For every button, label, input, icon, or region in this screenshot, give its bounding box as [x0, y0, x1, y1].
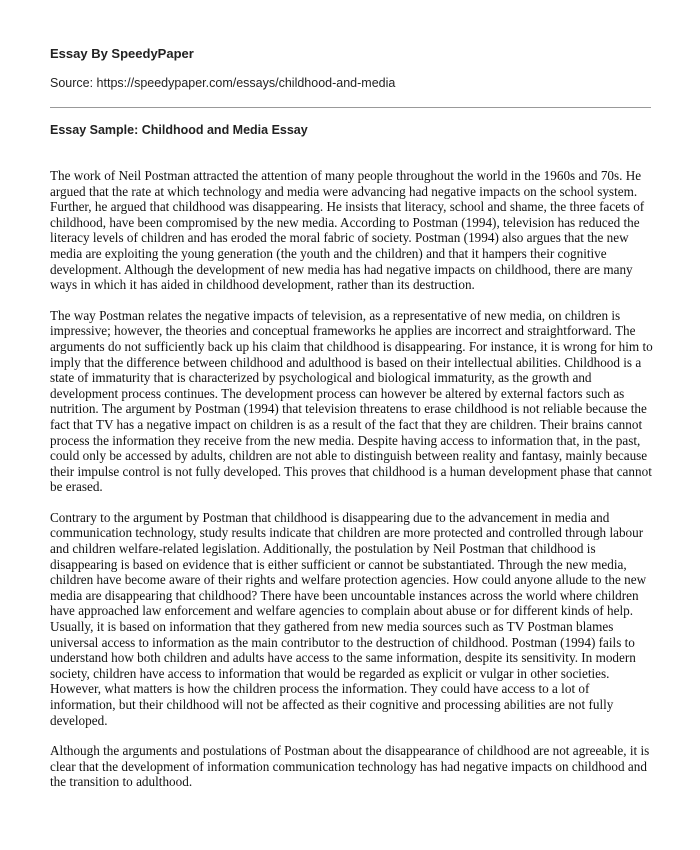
essay-paragraph: Although the arguments and postulations of Postman about the disappearance of childhood are not agreeable, it is clear that the development of information communication technology has had negative impacts on childhood and the transition to adulthood.	[50, 743, 650, 790]
essay-body	[50, 168, 654, 805]
header-divider	[50, 107, 651, 108]
essay-paragraph: The way Postman relates the negative impacts of television, as a representative of new media, on children is impressive; however, the theories and conceptual frameworks he applies are incorrect and straightforward. The arguments do not sufficiently back up his claim that childhood is disappearing. For instance, it is wrong for him to imply that the difference between childhood and adulthood is based on their intellectual abilities. Childhood is a state of immaturity that is characterized by psychological and biological immaturity, as the growth and development process continues. The development process can however be altered by external factors such as nutrition. The argument by Postman (1994) that television threatens to erase childhood is not reliable because the fact that TV has a negative impact on children is as a result of the fact that they are children. Their brains cannot process the information they receive from the new media. Despite having access to information that, in the past, could only be accessed by adults, children are not able to distinguish between reality and fantasy, mainly because their impulse control is not fully developed. This proves that childhood is a human development phase that cannot be erased.	[50, 307, 653, 495]
brand-heading: Essay By SpeedyPaper	[50, 46, 194, 61]
source-line: Source: https://speedypaper.com/essays/childhood-and-media	[50, 76, 396, 90]
essay-title: Essay Sample: Childhood and Media Essay	[50, 123, 308, 137]
essay-paragraph: Contrary to the argument by Postman that childhood is disappearing due to the advancement in media and communication technology, study results indicate that children are more protected and controlled through labour and children welfare-related legislation. Additionally, the postulation by Neil Postman that childhood is disappearing is based on evidence that is either sufficient or cannot be substantiated. Through the new media, children have become aware of their rights and welfare protection agencies. How could anyone allude to the new media are disappearing that childhood? There have been uncountable instances across the world where children have approached law enforcement and welfare agencies to complain about abuse or for different kinds of help. Usually, it is based on information that they gathered from new media sources such as TV Postman blames universal access to information as the main contributor to the destruction of childhood. Postman (1994) fails to understand how both children and adults have access to the same information, despite its sensitivity. In modern society, children have access to information that would be regarded as explicit or vulgar in other societies. However, what matters is how the children process the information. They could have access to a lot of information, but their childhood will not be affected as their cognitive and processing abilities are not fully developed.	[50, 509, 647, 728]
essay-paragraph: The work of Neil Postman attracted the attention of many people throughout the world in the 1960s and 70s. He argued that the rate at which technology and media were advancing had negative impacts on the school system. Further, he argued that childhood was disappearing. He insists that literacy, school and shame, the three facets of childhood, have been compromised by the new media. According to Postman (1994), television has reduced the literacy levels of children and has eroded the moral fabric of society. Postman (1994) also argues that the new media are exploiting the young generation (the youth and the children) and that it hampers their cognitive development. Although the development of new media has had negative impacts on childhood, there are many ways in which it has aided in childhood development, rather than its destruction.	[50, 168, 645, 293]
